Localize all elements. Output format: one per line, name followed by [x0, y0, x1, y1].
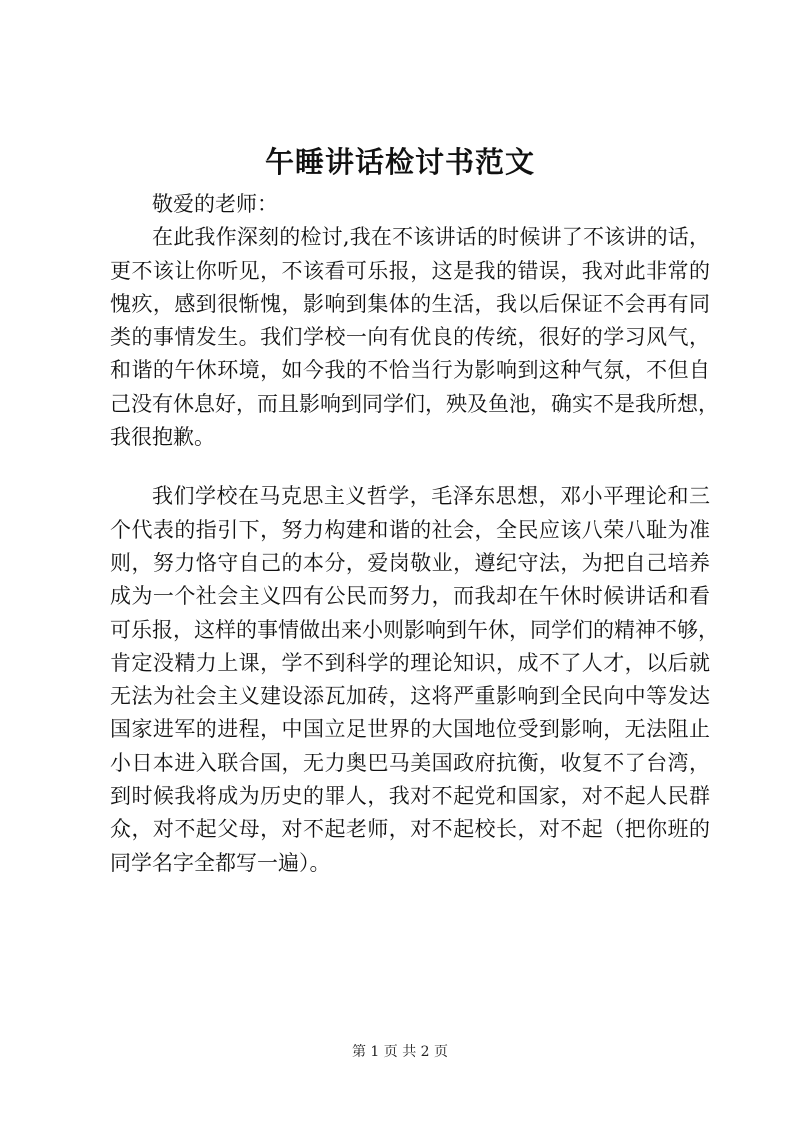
paragraph-line: 我很抱歉。 — [110, 425, 215, 450]
salutation: 敬爱的老师： — [152, 192, 278, 216]
paragraph-line: 可乐报，这样的事情做出来小则影响到午休，同学们的精神不够， — [110, 617, 719, 642]
paragraph-line: 小日本进入联合国，无力奥巴马美国政府抗衡，收复不了台湾， — [110, 750, 710, 775]
document-body — [110, 188, 719, 880]
paragraph-line: 愧疚，感到很惭愧，影响到集体的生活，我以后保证不会再有同 — [110, 291, 710, 316]
paragraph-line: 众，对不起父母，对不起老师，对不起校长，对不起（把你班的 — [110, 817, 710, 842]
paragraph-line: 类的事情发生。我们学校一向有优良的传统，很好的学习风气， — [110, 325, 710, 350]
paragraph-line: 和谐的午休环境，如今我的不恰当行为影响到这种气氛，不但自 — [110, 358, 710, 383]
document-title: 午睡讲话检讨书范文 — [264, 145, 535, 179]
paragraph-spacer — [110, 454, 710, 480]
paragraph-line: 己没有休息好，而且影响到同学们，殃及鱼池，确实不是我所想， — [110, 391, 719, 416]
paragraph-line: 无法为社会主义建设添瓦加砖，这将严重影响到全民向中等发达 — [110, 684, 710, 709]
paragraph-line: 成为一个社会主义四有公民而努力，而我却在午休时候讲话和看 — [110, 584, 710, 609]
paragraph-line: 个代表的指引下，努力构建和谐的社会，全民应该八荣八耻为准 — [110, 517, 710, 542]
paragraph-line: 更不该让你听见，不该看可乐报，这是我的错误，我对此非常的 — [110, 258, 710, 283]
paragraph-line: 国家进军的进程，中国立足世界的大国地位受到影响，无法阻止 — [110, 717, 710, 742]
paragraph-2 — [110, 480, 719, 880]
page-indicator: 第 1 页 共 2 页 — [351, 1044, 449, 1060]
paragraph-line: 在此我作深刻的检讨,我在不该讲话的时候讲了不该讲的话， — [152, 225, 710, 250]
paragraph-1 — [110, 221, 719, 454]
paragraph-line: 我们学校在马克思主义哲学，毛泽东思想，邓小平理论和三 — [152, 484, 710, 509]
paragraph-line: 则，努力恪守自己的本分，爱岗敬业，遵纪守法，为把自己培养 — [110, 550, 710, 575]
paragraph-line: 同学名字全都写一遍）。 — [110, 850, 331, 875]
paragraph-line: 到时候我将成为历史的罪人，我对不起党和国家，对不起人民群 — [110, 784, 710, 809]
paragraph-line: 肯定没精力上课，学不到科学的理论知识，成不了人才，以后就 — [110, 650, 710, 675]
